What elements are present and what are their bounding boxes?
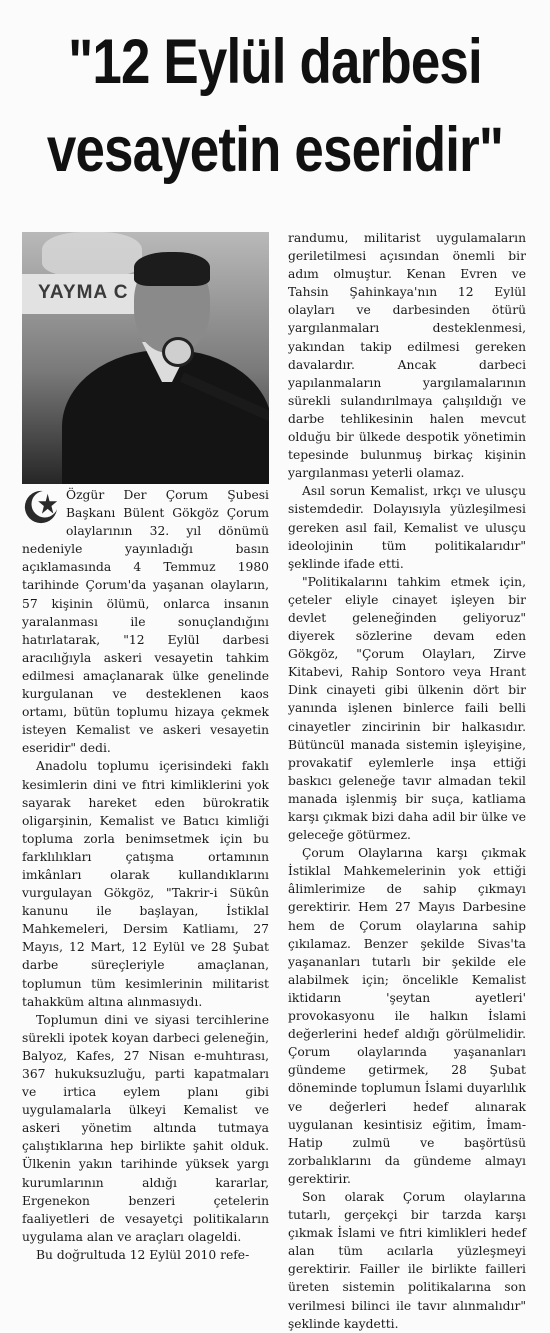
- star-crescent-logo-icon: [22, 488, 60, 526]
- paragraph: randumu, militarist uygulamaların geriletilmesi açısından önemli bir adım olmuştur. Kenan Evren ve Tahsin Şahinkaya'nın 12 Eylül olayları ve darbesinden ötürü yargılanmaları desteklenmesi, yakından takip edilmesi gereken davalardır. Ancak darbeci yapılanmaların yargılamalarının sürekli sulandırılmaya çalışıldığı ve darbe tehlikesinin halen mevcut olduğu bir ülkede despotik yönetimin tepesinde bulunmuş birkaç kişinin yargılanması yeterli olamaz.: [288, 231, 526, 481]
- paragraph: Son olarak Çorum olaylarına tutarlı, gerçekçi bir tarzda karşı çıkmak İslami ve fıtri kimlikleri hedef alan tüm acılarla yüzleşmeyi gerektirir. Failler ile birlikte failleri üreten sistemin politikalarına son verilmesi bilinci ile tavır alınmalıdır" şeklinde kaydetti.: [288, 1189, 526, 1331]
- paragraph: Çorum Olaylarına karşı çıkmak İstiklal Mahkemelerinin yok ettiği âlimlerimize de sahip çıkmayı gerektirir. Hem 27 Mayıs Darbesine hem de Çorum olaylarına sahip çıkılamaz. Benzer şekilde Sivas'ta yaşananları tutarlı bir şekilde ele alabilmek için; öncelikle Kemalist iktidarın 'şeytan ayetleri' provokasyonu ile halkın İslami değerlerini hedef aldığı görülmelidir. Çorum olaylarında yaşananları gündeme getirmek, 28 Şubat döneminde toplumun İslami duyarlılık ve değerleri hedef alınarak uygulanan kesintisiz eğitim, İmam-Hatip zulmü ve başörtüsü zorbalıklarını da gündeme almayı gerektirir.: [288, 846, 526, 1186]
- microphone: [162, 337, 194, 367]
- paragraph: Özgür Der Çorum Şubesi Başkanı Bülent Gökgöz Çorum olaylarının 32. yıl dönümü nedeniyle yayınladığı basın açıklamasında 4 Temmuz 1980 tarihinde Çorum'da yaşanan olayların, 57 kişinin ölümü, onlarca insanın yaralanması ile sonuçlandığını hatırlatarak, "12 Eylül darbesi aracılığıyla askeri vesayetin tahkim edilmesi amaçlanarak ülke genelinde kurgulanan ve desteklenen kaos ortamı, bütün toplumu hizaya çekmek isteyen Kemalist ve askeri vesayetin eseridir" dedi.: [22, 488, 269, 756]
- paragraph: Anadolu toplumu içerisindeki faklı kesimlerin dini ve fıtri kimliklerini yok sayarak hareket eden bürokratik oligarşinin, Kemalist ve Batıcı kimliği topluma zorla benimsetmek için bu farklılıkları çatışma ortamının imkânları olarak kullandıklarını vurgulayan Gökgöz, "Takrir-i Sükûn kanunu ile başlayan, İstiklal Mahkemeleri, Dersim Katliamı, 27 Mayıs, 12 Mart, 12 Eylül ve 28 Şubat darbe süreçleriyle amaçlanan, toplumun tüm kesimlerinin militarist tahakküm altına alınmasıydı.: [22, 759, 269, 1009]
- headline-line-1: "12 Eylül darbesi: [68, 27, 482, 97]
- paragraph: "Politikalarını tahkim etmek için, çeteler eliyle cinayet işleyen bir devlet geleneğinden geliyoruz" diyerek sözlerine devam eden Gökgöz, "Çorum Olayları, Zirve Kitabevi, Rahip Sontoro veya Hrant Dink cinayeti gibi ülkenin dört bir yanında işlenen binlerce faili belli cinayetler zincirinin bir halkasıdır. Bütüncül manada sistemin işleyişine, provakatif eylemlerle inşa ettiği baskıcı geleneğe tavır almadan tekil manada işlenmiş bir suça, katliama karşı çıkmak bizi daha adil bir ülke ve geleceğe götürmez.: [288, 574, 526, 843]
- headline-line-2: vesayetin eseridir": [46, 115, 504, 185]
- paragraph: Asıl sorun Kemalist, ırkçı ve ulusçu sistemdedir. Dolayısıyla yüzleşilmesi gereken asıl fail, Kemalist ve ulusçu ideolojinin tüm politikalarıdır" şeklinde ifade etti.: [288, 484, 526, 571]
- article-photo: YAYMA C: [22, 232, 269, 484]
- article-column-1: [22, 486, 269, 1264]
- paragraph: Bu doğrultuda 12 Eylül 2010 refe-: [36, 1247, 250, 1262]
- headline: [44, 18, 506, 194]
- paragraph: Toplumun dini ve siyasi tercihlerine sürekli ipotek koyan darbeci geleneğin, Balyoz, Kafes, 27 Nisan e-muhtırası, 367 hukuksuzluğu, parti kapatmaları ve irtica eylem planı gibi uygulamalarla ülkeyi Kemalist ve askeri yönetim altında tutmaya çalıştıklarına hep birlikte şahit olduk. Ülkenin yakın tarihinde yüksek yargı kurumlarının aldığı kararlar, Ergenekon benzeri çetelerin faaliyetleri de vesayetçi politikaların uygulama alan ve araçları olageldi.: [22, 1012, 269, 1244]
- article-column-2: [288, 229, 526, 1333]
